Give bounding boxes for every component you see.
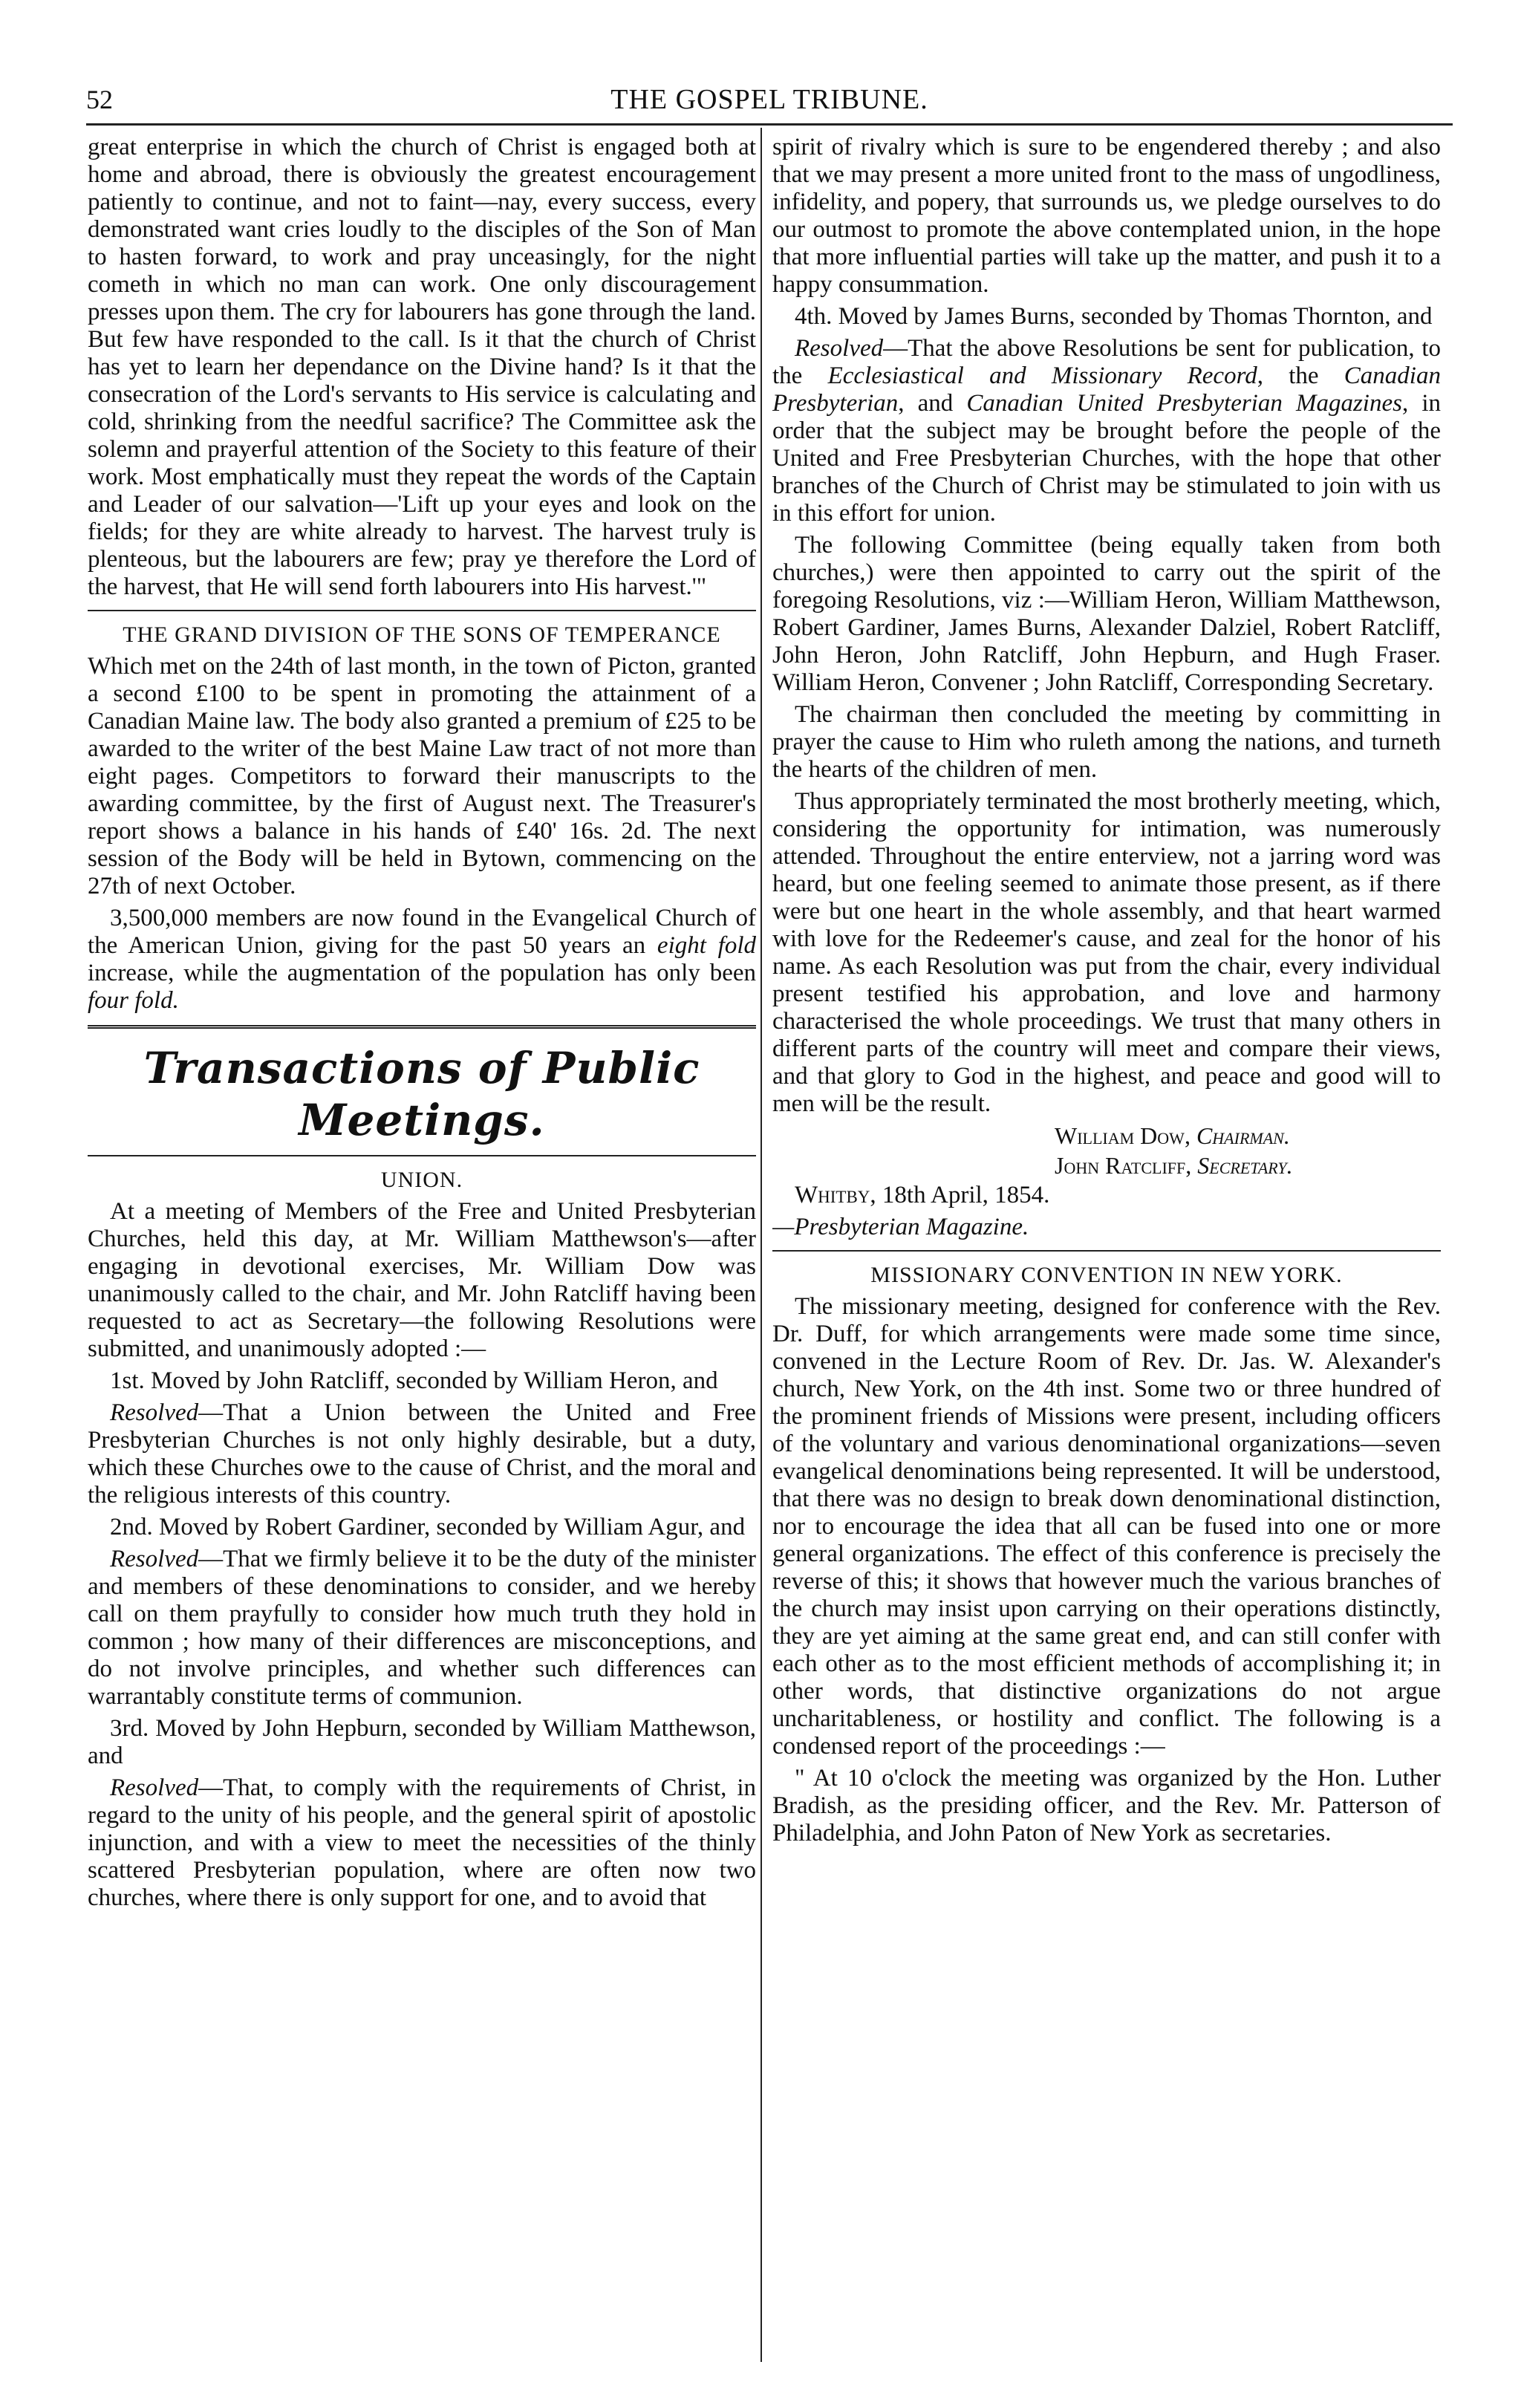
members-emphasis-1: eight fold (657, 932, 756, 959)
members-text-start: 3,500,000 members are now found in the Evangelical Church of the American Union, giving for the past 50 years an (88, 905, 756, 959)
union-resolution-4 (772, 335, 1441, 527)
resolution-4-text-a: —That the above Resolutions be sent for publication, to the (772, 335, 1441, 389)
union-motion-2: 2nd. Moved by Robert Gardiner, seconded by William Agur, and (110, 1514, 746, 1540)
secretary-role: Secretary. (1197, 1152, 1293, 1179)
page-number: 52 (86, 85, 113, 114)
resolved-label: Resolved (110, 1774, 199, 1801)
column-divider (760, 128, 762, 2362)
committee-paragraph: The following Committee (being equally taken from both churches,) were then appointed to carry out the spirit of the foregoing Resolutions, viz :—William Heron, William Matthewson, Robert Gardiner, James Burns, Alexander Dalziel, Robert Ratcliff, John Heron, John Ratcliff, John Hepburn, and Hugh Fraser. William Heron, Convener ; John Ratcliff, Corresponding Secretary. (772, 532, 1441, 696)
members-emphasis-2: four fold. (88, 987, 179, 1014)
missionary-paragraph-2: " At 10 o'clock the meeting was organized by the Hon. Luther Bradish, as the presiding officer, and the Rev. Mr. Patterson of Philadelphia, and John Paton of New York as secretaries. (772, 1765, 1441, 1846)
secretary-name: John Ratcliff, (1055, 1152, 1192, 1179)
chairman-paragraph: The chairman then concluded the meeting by committing in prayer the cause to Him who ruleth among the nations, and turneth the hearts of the children of men. (772, 701, 1441, 783)
section-double-rule (88, 1025, 756, 1029)
continued-paragraph: spirit of rivalry which is sure to be engendered thereby ; and also that we may present a more united front to the mass of ungodliness, infidelity, and popery, that surrounds us, we pledge ourselves to do our outmost to promote the above contemplated union, in the hope that more influential parties will take up the matter, and push it to a happy consummation. (772, 134, 1441, 298)
signature-chairman (1055, 1122, 1441, 1149)
union-motion-1: 1st. Moved by John Ratcliff, seconded by William Heron, and (110, 1367, 718, 1394)
section-rule (88, 610, 756, 611)
right-column (772, 134, 1441, 2362)
closing-paragraph: Thus appropriately terminated the most brotherly meeting, which, considering the opportunity for intimation, was numerously attended. Throughout the entire enterview, not a jarring word was heard, but one feeling seemed to animate those present, as if there were but one heart in the whole assembly, and that heart warmed with love for the Redeemer's cause, and zeal for the honor of his name. As each Resolution was put from the chair, every individual present testified his approbation, and love and harmony characterised the whole proceedings. We trust that many others in different parts of the country will meet and compare their views, and that glory to God in the highest, and peace and good will to men will be the result. (772, 788, 1441, 1117)
dateline-place: Whitby, (795, 1182, 876, 1208)
union-paragraph-1: At a meeting of Members of the Free and United Presbyterian Churches, held this day, at Mr. William Matthewson's—after engaging in devotional exercises, Mr. William Dow was unanimously called to the chair, and Mr. John Ratcliff having been requested to act as Secretary—the following Resolutions were submitted, and unanimously adopted :— (88, 1198, 756, 1362)
left-column (88, 134, 756, 2362)
resolution-4-text-d: , in order that the subject may be brought before the people of the United and Free Presbyterian Churches, with the hope that other branches of the Church of Christ may be stimulated to join with us in this effort for union. (772, 390, 1441, 527)
header-rule (86, 123, 1453, 126)
dateline (772, 1182, 1441, 1209)
union-resolution-3-text: —That, to comply with the requirements of Christ, in regard to the unity of his people, and the general spirit of apostolic injunction, and with a view to meet the necessities of the thinly scattered Presbyterian population, where are often now two churches, where there is only support for one, and to avoid that (88, 1774, 756, 1911)
union-resolution-1-text: —That a Union between the United and Free Presbyterian Churches is not only highly desirable, but a duty, which these Churches owe to the cause of Christ, and the moral and the religious interests of this country. (88, 1399, 756, 1509)
union-resolution-2-text: —That we firmly believe it to be the duty of the minister and members of these denominations to consider, and we hereby call on them prayfully to consider how much truth they hold in common ; how many of their differences are misconceptions, and do not involve principles, and whether such differences can warrantably constitute terms of communion. (88, 1546, 756, 1710)
resolved-label: Resolved (110, 1546, 199, 1572)
page-header (86, 83, 1453, 119)
section-rule (772, 1250, 1441, 1252)
union-heading: UNION. (380, 1168, 463, 1192)
union-resolution-1 (88, 1399, 756, 1509)
missionary-paragraph-1: The missionary meeting, designed for conference with the Rev. Dr. Duff, for which arrangements were made some time since, convened in the Lecture Room of Rev. Dr. Jas. W. Alexander's church, New York, on the 4th inst. Some two or three hundred of the prominent friends of Missions were present, including officers of the voluntary and various denominational organizations—seven evangelical denominations being represented. It will be understood, that there was no design to break down denominational distinction, nor to encourage the idea that all can be fused into one or more general organizations. The effect of this conference is precisely the reverse of this; it shows that however much the various branches of the church may insist upon carrying on their operations distinctly, they are yet aiming at the same great end, and can still confer with each other as to the most efficient methods of accomplishing it; in other words, that distinctive organizations do not argue uncharitableness, or hostility and conflict. The following is a condensed report of the proceedings :— (772, 1293, 1441, 1760)
publication-name-1: Ecclesiastical and Missionary Record (827, 362, 1257, 389)
chairman-role: Chairman. (1196, 1122, 1290, 1149)
grand-division-text: Which met on the 24th of last month, in the town of Picton, granted a second £100 to be spent in promoting the attainment of a Canadian Maine law. The body also granted a premium of £25 to be awarded to the writer of the best Maine Law tract of not more than eight pages. Competitors to forward their manuscripts to the awarding committee, by the first of August next. The Treasurer's report shows a balance in his hands of £40' 16s. 2d. The next session of the Body will be held in Bytown, commencing on the 27th of next October. (88, 653, 756, 899)
union-motion-4: 4th. Moved by James Burns, seconded by Thomas Thornton, and (795, 303, 1433, 330)
dateline-date: 18th April, 1854. (882, 1182, 1050, 1208)
grand-division-heading: THE GRAND DIVISION OF THE SONS OF TEMPERANCE (123, 622, 721, 647)
publication-name-2: Canadian Presbyterian (772, 362, 1441, 417)
resolution-4-text-b: , the (1257, 362, 1344, 389)
signature-secretary (1055, 1152, 1441, 1179)
resolved-label: Resolved (795, 335, 884, 362)
publication-name-3: Canadian United Presbyterian Magazines (966, 390, 1402, 417)
section-rule (88, 1155, 756, 1156)
union-resolution-2 (88, 1546, 756, 1711)
resolved-label: Resolved (110, 1399, 199, 1426)
members-paragraph (88, 905, 756, 1015)
members-text-mid: increase, while the augmentation of the population has only been (88, 960, 756, 986)
resolution-4-text-c: , and (898, 390, 967, 417)
union-resolution-3 (88, 1774, 756, 1912)
chairman-name: William Dow, (1055, 1122, 1191, 1149)
source-attribution: —Presbyterian Magazine. (772, 1214, 1029, 1240)
running-title: THE GOSPEL TRIBUNE. (610, 84, 928, 115)
union-motion-3: 3rd. Moved by John Hepburn, seconded by William Matthewson, and (88, 1715, 756, 1769)
missionary-heading: MISSIONARY CONVENTION IN NEW YORK. (870, 1263, 1343, 1287)
intro-paragraph: great enterprise in which the church of Christ is engaged both at home and abroad, there is obviously the greatest encouragement patiently to continue, and not to faint—nay, every success, every demonstrated want cries loudly to the disciples of the Son of Man to hasten forward, to work and pray unceasingly, for the night cometh in which no man can work. One only discouragement presses upon them. The cry for labourers has gone through the land. But few have responded to the call. Is it that the church of Christ has yet to learn her dependance on the Divine hand? Is it that the consecration of the Lord's servants to His service is calculating and cold, shrinking from the needful sacrifice? The Committee ask the solemn and prayerful attention of the Society to this feature of their work. Most emphatically must they repeat the words of the Captain and Leader of our salvation—'Lift up your eyes and look on the fields; for they are white already to harvest. The harvest truly is plenteous, but the labourers are few; pray ye therefore the Lord of the harvest, that He will send forth labourers into His harvest.'" (88, 134, 756, 600)
section-title: Transactions of Public Meetings. (143, 1043, 700, 1145)
